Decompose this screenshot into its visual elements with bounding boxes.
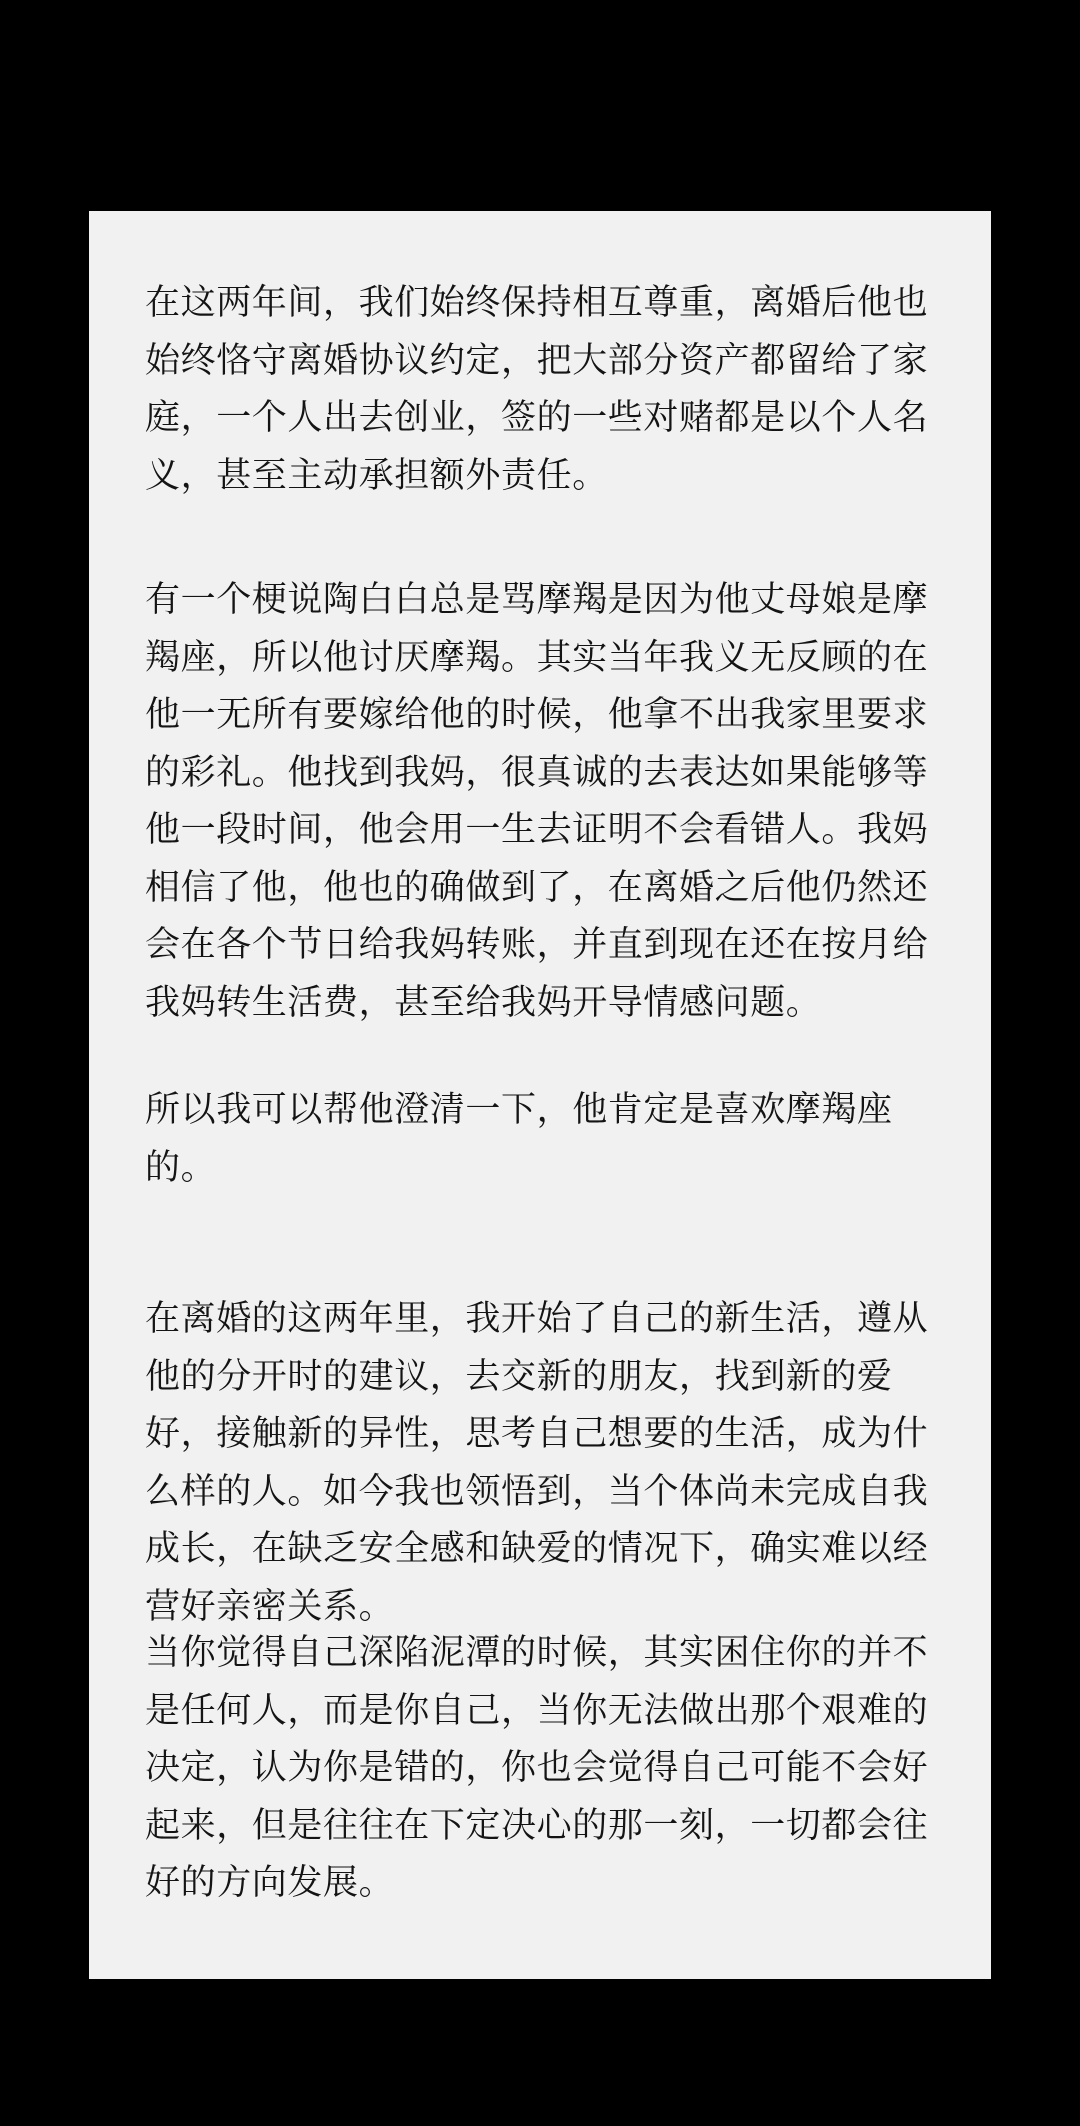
paragraph-4: 在离婚的这两年里，我开始了自己的新生活，遵从他的分开时的建议，去交新的朋友，找到新的爱好，接触新的异性，思考自己想要的生活，成为什么样的人。如今我也领悟到，当个体尚未完成自我成长，在缺乏安全感和缺爱的情况下，确实难以经营好亲密关系。 bbox=[145, 1299, 929, 1627]
paragraph-5: 当你觉得自己深陷泥潭的时候，其实困住你的并不是任何人，而是你自己，当你无法做出那个艰难的决定，认为你是错的，你也会觉得自己可能不会好起来，但是往往在下定决心的那一刻，一切都会往好的方向发展。 bbox=[145, 1633, 929, 1903]
paragraph-2: 有一个梗说陶白白总是骂摩羯是因为他丈母娘是摩羯座，所以他讨厌摩羯。其实当年我义无反顾的在他一无所有要嫁给他的时候，他拿不出我家里要求的彩礼。他找到我妈，很真诚的去表达如果能够等他一段时间，他会用一生去证明不会看错人。我妈相信了他，他也的确做到了，在离婚之后他仍然还会在各个节日给我妈转账，并直到现在还在按月给我妈转生活费，甚至给我妈开导情感问题。 bbox=[145, 580, 929, 1023]
paragraph-3: 所以我可以帮他澄清一下，他肯定是喜欢摩羯座的。 bbox=[145, 1090, 893, 1188]
paragraph-1: 在这两年间，我们始终保持相互尊重，离婚后他也始终恪守离婚协议约定，把大部分资产都留给了家庭，一个人出去创业，签的一些对赌都是以个人名义，甚至主动承担额外责任。 bbox=[145, 283, 929, 496]
text-card bbox=[89, 211, 991, 1979]
